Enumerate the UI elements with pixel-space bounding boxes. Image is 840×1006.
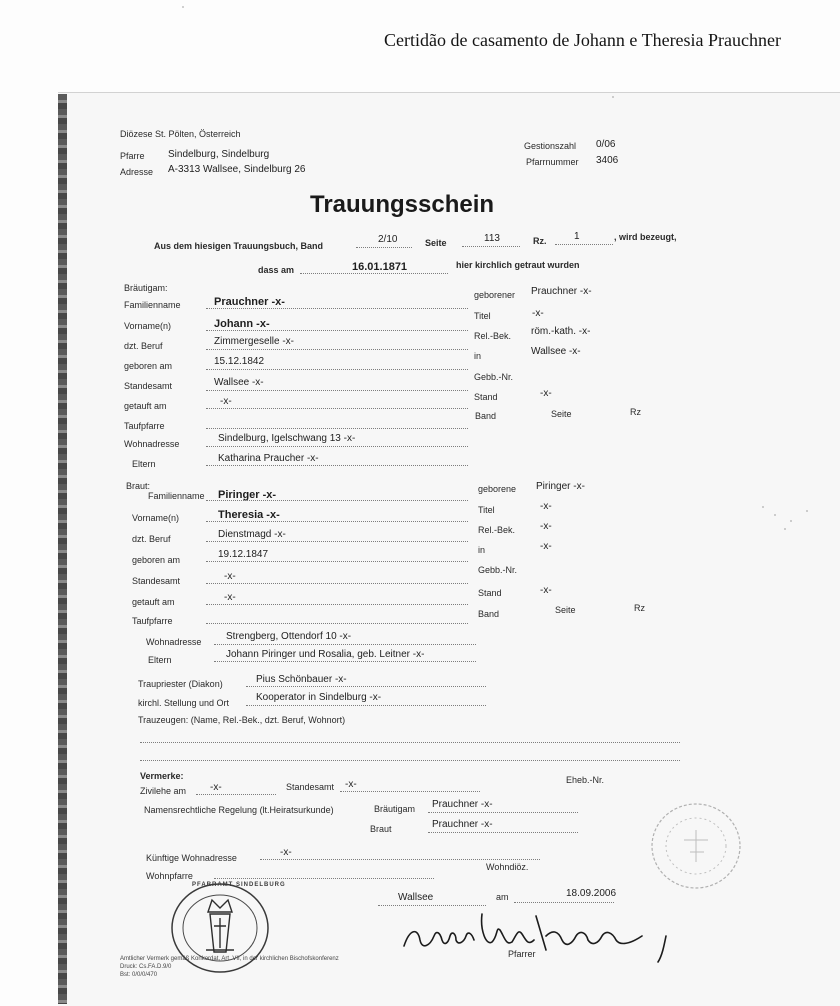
bride-occupation: Dienstmagd -x- — [218, 529, 286, 540]
dotted-line — [206, 369, 468, 370]
civil-marriage-label: Zivilehe am — [140, 786, 187, 796]
groom-baptized-label: getauft am — [124, 401, 167, 411]
register-seite-label: Seite — [425, 238, 447, 248]
address-value: A-3313 Wallsee, Sindelburg 26 — [168, 164, 306, 175]
dotted-line — [140, 742, 680, 743]
footer-date: 18.09.2006 — [566, 888, 617, 899]
groom-title-label: Titel — [474, 311, 491, 321]
position-value: Kooperator in Sindelburg -x- — [256, 692, 382, 703]
bride-parents: Johann Piringer und Rosalia, geb. Leitner -x- — [226, 649, 425, 660]
page-caption: Certidão de casamento de Johann e Theresia Prauchner — [384, 30, 782, 50]
dotted-line — [214, 661, 476, 662]
groom-born-name: Prauchner -x- — [531, 286, 592, 297]
bride-status: -x- — [540, 585, 552, 596]
bride-baptism-parish-label: Taufpfarre — [132, 616, 173, 626]
dotted-line — [196, 794, 276, 795]
bride-title-label: Titel — [478, 505, 495, 515]
scan-speck — [806, 510, 808, 512]
business-number-label: Gestionszahl — [524, 141, 577, 151]
dotted-line — [206, 604, 468, 605]
dotted-line — [206, 428, 468, 429]
groom-first-name: Johann -x- — [214, 318, 270, 330]
future-residence-value: -x- — [280, 847, 292, 858]
scan-speck — [182, 6, 184, 8]
dotted-line — [514, 902, 614, 903]
priest-label: Traupriester (Diakon) — [138, 679, 223, 689]
scan-speck — [762, 506, 764, 508]
dotted-line — [214, 644, 476, 645]
dotted-line — [206, 561, 468, 562]
bride-birth-label: geboren am — [132, 555, 181, 565]
footer-place: Wallsee — [398, 892, 434, 903]
groom-parents-label: Eltern — [132, 459, 156, 469]
dotted-line — [246, 705, 486, 706]
notes-registry-value: -x- — [345, 779, 357, 790]
bride-parents-label: Eltern — [148, 655, 172, 665]
dotted-line — [555, 244, 613, 245]
groom-residence: Sindelburg, Igelschwang 13 -x- — [218, 433, 356, 444]
bride-surname: Piringer -x- — [218, 489, 277, 501]
marriage-number-label: Eheb.-Nr. — [566, 775, 605, 785]
groom-registry: Wallsee -x- — [214, 377, 264, 388]
groom-in-label: in — [474, 351, 482, 361]
bride-residence: Strengberg, Ottendorf 10 -x- — [226, 631, 352, 642]
register-intro: Aus dem hiesigen Trauungsbuch, Band — [154, 241, 324, 251]
groom-birth-number-label: Gebb.-Nr. — [474, 372, 514, 382]
domicile-diocese-label: Wohndiöz. — [486, 862, 529, 872]
groom-residence-label: Wohnadresse — [124, 439, 180, 449]
scan-speck — [774, 514, 776, 516]
register-seite: 113 — [484, 233, 500, 244]
dotted-line — [206, 500, 468, 501]
groom-status: -x- — [540, 388, 552, 399]
pastor-signature — [396, 906, 696, 966]
bride-section: Braut: — [126, 481, 151, 491]
groom-section: Bräutigam: — [124, 283, 168, 293]
bride-born-name: Piringer -x- — [536, 481, 585, 492]
dotted-line — [246, 686, 486, 687]
groom-birth-label: geboren am — [124, 361, 173, 371]
bride-baptized: -x- — [224, 592, 236, 603]
scan-speck — [790, 520, 792, 522]
dotted-line — [300, 273, 448, 274]
parish-number-value: 3406 — [596, 155, 619, 166]
groom-baptism-parish-label: Taufpfarre — [124, 421, 165, 431]
register-band: 2/10 — [378, 234, 398, 245]
register-dass-label: dass am — [258, 265, 295, 275]
notes-bride-name: Prauchner -x- — [432, 819, 493, 830]
bride-birth-number-label: Gebb.-Nr. — [478, 565, 518, 575]
scan-edge — [58, 94, 67, 1004]
bride-status-label: Stand — [478, 588, 502, 598]
dotted-line — [462, 246, 520, 247]
notes-groom-label: Bräutigam — [374, 804, 416, 814]
register-certified: , wird bezeugt, — [614, 232, 677, 242]
bride-surname-label: Familienname — [148, 491, 205, 501]
business-number-value: 0/06 — [596, 139, 616, 150]
notes-section: Vermerke: — [140, 771, 184, 781]
bride-baptized-label: getauft am — [132, 597, 175, 607]
register-rz: 1 — [574, 231, 580, 242]
address-label: Adresse — [120, 167, 154, 177]
bride-seite-label: Seite — [555, 605, 576, 615]
groom-band-label: Band — [475, 411, 497, 421]
groom-title: -x- — [532, 308, 544, 319]
marriage-date: 16.01.1871 — [352, 261, 408, 273]
footer-am-label: am — [496, 892, 509, 902]
bride-title: -x- — [540, 501, 552, 512]
civil-marriage-value: -x- — [210, 782, 222, 793]
bride-rz-label: Rz — [634, 603, 645, 613]
dotted-line — [206, 465, 468, 466]
name-rule-label: Namensrechtliche Regelung (lt.Heiratsurkunde) — [144, 805, 334, 815]
groom-birth-place: Wallsee -x- — [531, 346, 581, 357]
parish-label: Pfarre — [120, 151, 145, 161]
bride-residence-label: Wohnadresse — [146, 637, 202, 647]
groom-registry-label: Standesamt — [124, 381, 173, 391]
dotted-line — [428, 812, 578, 813]
certificate-title: Trauungsschein — [310, 191, 495, 218]
dotted-line — [206, 390, 468, 391]
bride-first-name: Theresia -x- — [218, 509, 280, 521]
dotted-line — [206, 446, 468, 447]
dotted-line — [206, 541, 468, 542]
residence-parish-label: Wohnpfarre — [146, 871, 193, 881]
parish-number-label: Pfarrnummer — [526, 157, 579, 167]
faded-stamp — [648, 800, 744, 892]
groom-religion: röm.-kath. -x- — [531, 326, 591, 337]
groom-baptized: -x- — [220, 396, 232, 407]
dotted-line — [428, 832, 578, 833]
groom-birth: 15.12.1842 — [214, 356, 265, 367]
bride-in-label: in — [478, 545, 486, 555]
scan-speck — [784, 528, 786, 530]
future-residence-label: Künftige Wohnadresse — [146, 853, 237, 863]
groom-surname-label: Familienname — [124, 300, 181, 310]
footer-disclaimer-3: Bst: 0/0/0/470 — [120, 972, 158, 978]
priest-name: Pius Schönbauer -x- — [256, 674, 347, 685]
groom-surname: Prauchner -x- — [214, 296, 285, 308]
bride-registry: -x- — [224, 571, 236, 582]
groom-occupation: Zimmergeselle -x- — [214, 336, 295, 347]
groom-born-name-label: geborener — [474, 290, 516, 300]
witnesses-label: Trauzeugen: (Name, Rel.-Bek., dzt. Beruf, Wohnort) — [138, 715, 346, 725]
dotted-line — [356, 247, 412, 248]
register-rz-label: Rz. — [533, 236, 547, 246]
dotted-line — [206, 623, 468, 624]
notes-registry-label: Standesamt — [286, 782, 335, 792]
bride-religion: -x- — [540, 521, 552, 532]
seal-text: PFARRAMT SINDELBURG — [192, 882, 286, 888]
footer-disclaimer-2: Druck: Cs.FA.D.9/0 — [120, 964, 172, 970]
groom-status-label: Stand — [474, 392, 498, 402]
dotted-line — [206, 408, 468, 409]
footer-disclaimer-1: Amtlicher Vermerk gemäß Konkordat, Art. VII, in der kirchlichen Bischofskonferenz — [120, 956, 339, 962]
notes-groom-name: Prauchner -x- — [432, 799, 493, 810]
bride-band-label: Band — [478, 609, 500, 619]
groom-religion-label: Rel.-Bek. — [474, 331, 512, 341]
bride-born-name-label: geborene — [478, 484, 517, 494]
groom-parents: Katharina Praucher -x- — [218, 453, 319, 464]
bride-occupation-label: dzt. Beruf — [132, 534, 171, 544]
register-married: hier kirchlich getraut wurden — [456, 260, 580, 270]
position-label: kirchl. Stellung und Ort — [138, 698, 230, 708]
dotted-line — [206, 308, 468, 309]
groom-rz-label: Rz — [630, 407, 641, 417]
notes-bride-label: Braut — [370, 824, 392, 834]
dotted-line — [140, 760, 680, 761]
scan-speck — [612, 96, 614, 98]
bride-birth-place: -x- — [540, 541, 552, 552]
dotted-line — [206, 349, 468, 350]
dotted-line — [340, 791, 480, 792]
dotted-line — [206, 330, 468, 331]
diocese-text: Diözese St. Pölten, Österreich — [120, 129, 241, 139]
groom-first-name-label: Vorname(n) — [124, 321, 172, 331]
dotted-line — [206, 583, 468, 584]
bride-religion-label: Rel.-Bek. — [478, 525, 516, 535]
bride-birth: 19.12.1847 — [218, 549, 269, 560]
footer-signer-label: Pfarrer — [508, 949, 536, 959]
bride-first-name-label: Vorname(n) — [132, 513, 180, 523]
parish-value: Sindelburg, Sindelburg — [168, 149, 270, 160]
parish-seal — [168, 878, 276, 978]
groom-seite-label: Seite — [551, 409, 572, 419]
groom-occupation-label: dzt. Beruf — [124, 341, 163, 351]
dotted-line — [206, 521, 468, 522]
dotted-line — [260, 859, 540, 860]
bride-registry-label: Standesamt — [132, 576, 181, 586]
